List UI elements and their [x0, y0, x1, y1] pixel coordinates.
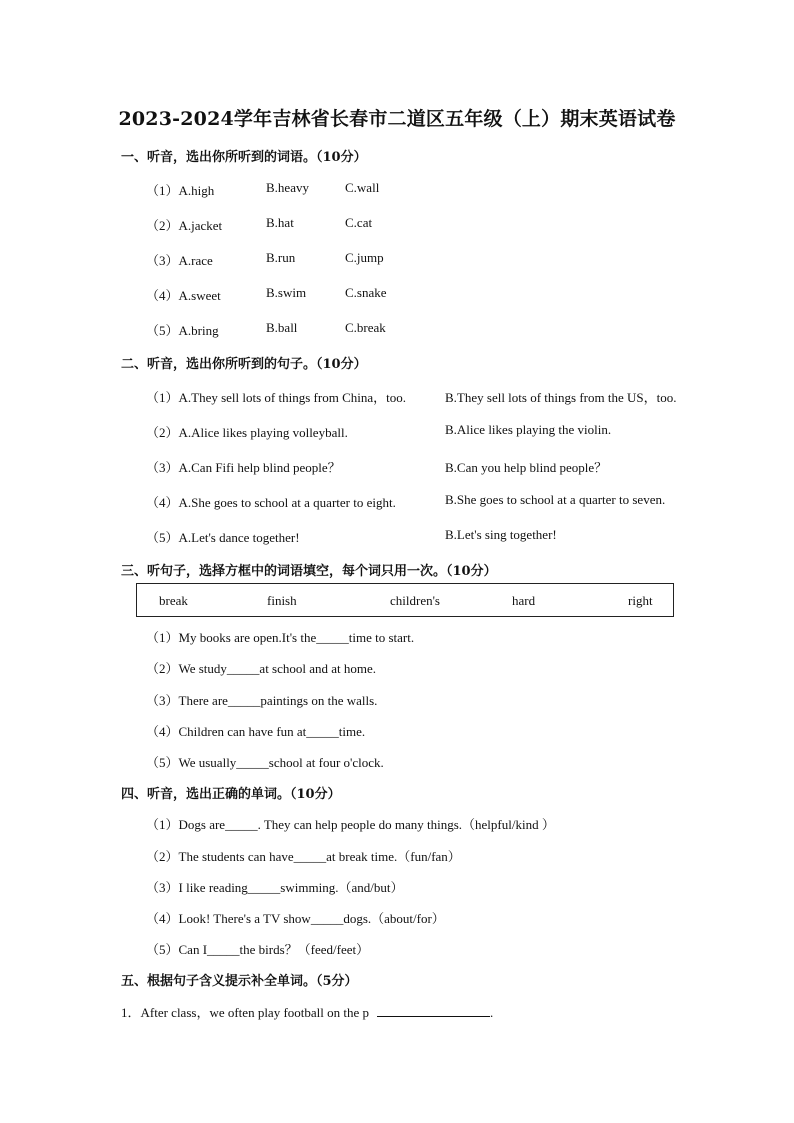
s3-item-1: （1）My books are open.It's the_____time to start. [146, 630, 415, 645]
word-box-word-2: finish [267, 593, 297, 608]
s4-item-3: （3）I like reading_____swimming.（and/but） [146, 880, 404, 895]
section-3-heading: 三、听句子，选择方框中的词语填空，每个词只用一次。（10分） [121, 564, 497, 579]
s1-item-5-c: C.break [345, 320, 386, 335]
section-5-heading: 五、根据句子含义提示补全单词。（5分） [121, 974, 358, 989]
s1-item-2-b: B.hat [266, 215, 294, 230]
s4-item-2: （2）The students can have_____at break time.（fun/fan） [146, 849, 461, 864]
s2-item-3-b: B.Can you help blind people？ [445, 460, 608, 475]
word-box-word-5: right [628, 593, 653, 608]
word-box [136, 583, 674, 617]
s1-item-1-a: （1）A.high [146, 183, 215, 198]
s3-item-3: （3）There are_____paintings on the walls. [146, 693, 378, 708]
s1-item-1-c: C.wall [345, 180, 380, 195]
section-4-heading: 四、听音，选出正确的单词。（10分） [121, 787, 341, 802]
s2-item-4-a: （4）A.She goes to school at a quarter to eight. [146, 495, 396, 510]
s2-item-3-a: （3）A.Can Fifi help blind people？ [146, 460, 341, 475]
s5-question-1 [121, 1002, 493, 1021]
s3-item-4: （4）Children can have fun at_____time. [146, 724, 366, 739]
s1-item-4-b: B.swim [266, 285, 307, 300]
s5-question-1-end: . [490, 1005, 494, 1020]
s2-item-5-a: （5）A.Let's dance together! [146, 530, 300, 545]
s1-item-2-c: C.cat [345, 215, 373, 230]
s4-item-1: （1）Dogs are_____. They can help people do many things.（helpful/kind ） [146, 817, 555, 832]
s5-question-1-text: 1．After class，we often play football on the p [121, 1005, 370, 1020]
word-box-word-1: break [159, 593, 188, 608]
s4-item-4: （4）Look! There's a TV show_____dogs.（about/for） [146, 911, 445, 926]
s1-item-4-c: C.snake [345, 285, 387, 300]
word-box-word-3: children's [390, 593, 440, 608]
s1-item-1-b: B.heavy [266, 180, 309, 195]
s3-item-2: （2）We study_____at school and at home. [146, 661, 377, 676]
s2-item-1-a: （1）A.They sell lots of things from China，too. [146, 390, 406, 405]
s4-item-5: （5）Can I_____the birds？（feed/feet） [146, 942, 370, 957]
s2-item-1-b: B.They sell lots of things from the US，too. [445, 390, 677, 405]
s2-item-2-a: （2）A.Alice likes playing volleyball. [146, 425, 348, 440]
page-title: 2023-2024学年吉林省长春市二道区五年级（上）期末英语试卷 [118, 108, 676, 130]
s1-item-3-a: （3）A.race [146, 253, 213, 268]
s1-item-5-a: （5）A.bring [146, 323, 219, 338]
section-2-heading: 二、听音，选出你所听到的句子。（10分） [121, 357, 367, 372]
s2-item-2-b: B.Alice likes playing the violin. [445, 422, 612, 437]
s1-item-4-a: （4）A.sweet [146, 288, 221, 303]
s1-item-5-b: B.ball [266, 320, 298, 335]
section-1-heading: 一、听音，选出你所听到的词语。（10分） [121, 150, 367, 165]
word-box-word-4: hard [512, 593, 536, 608]
s1-item-3-b: B.run [266, 250, 296, 265]
s2-item-5-b: B.Let's sing together! [445, 527, 557, 542]
s3-item-5: （5）We usually_____school at four o'clock. [146, 755, 384, 770]
s1-item-3-c: C.jump [345, 250, 384, 265]
s1-item-2-a: （2）A.jacket [146, 218, 223, 233]
answer-blank[interactable] [377, 1004, 490, 1017]
s2-item-4-b: B.She goes to school at a quarter to seven. [445, 492, 666, 507]
